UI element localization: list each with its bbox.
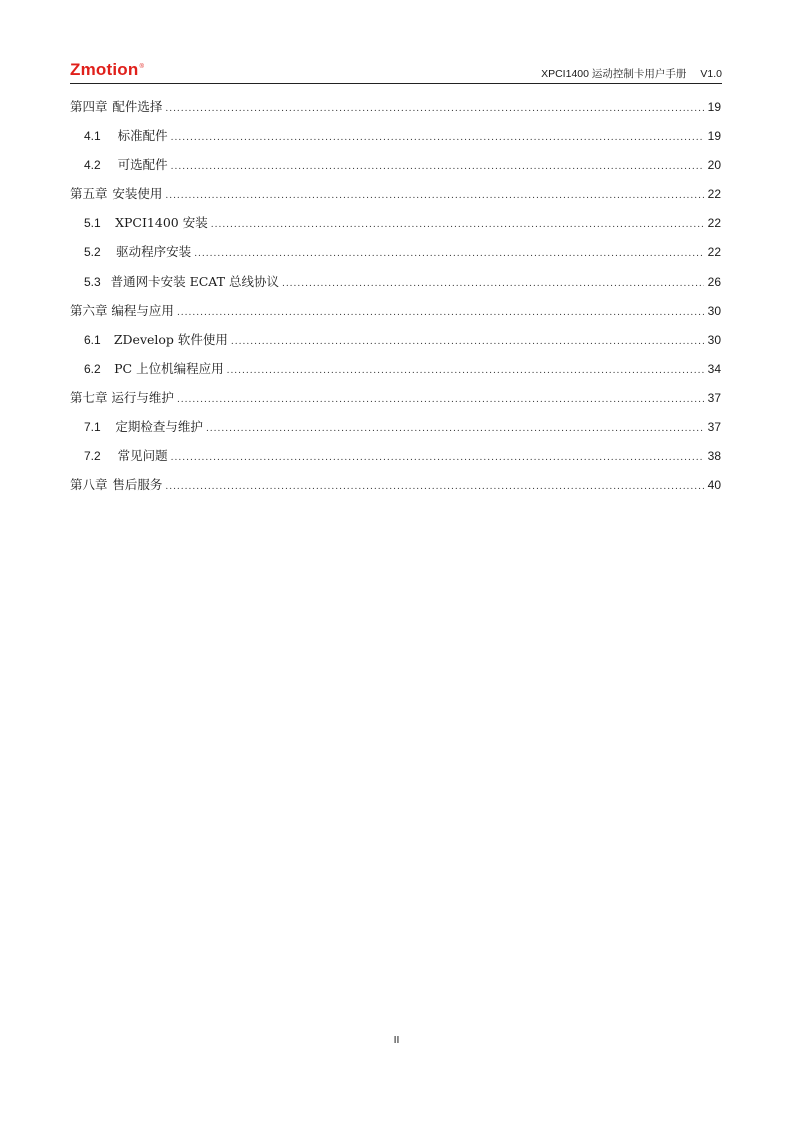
document-title	[541, 66, 722, 81]
toc-section-5-3[interactable]	[70, 272, 721, 301]
toc-number: 第七章	[70, 389, 108, 405]
toc-chapter-7[interactable]	[70, 388, 721, 417]
toc-title: 运行与维护	[111, 389, 174, 405]
toc-title: 售后服务	[112, 477, 163, 493]
toc-page-number: 30	[707, 332, 721, 347]
table-of-contents	[70, 97, 721, 504]
toc-number: 6.1	[84, 332, 101, 347]
toc-chapter-5[interactable]	[70, 184, 721, 213]
toc-page-number: 22	[707, 216, 721, 231]
toc-leader-dots	[165, 104, 704, 114]
toc-number: 7.1	[84, 420, 101, 435]
toc-page-number: 19	[707, 129, 721, 144]
toc-number: 5.3	[84, 274, 101, 289]
toc-title: 编程与应用	[111, 302, 174, 318]
toc-leader-dots	[165, 482, 704, 492]
toc-title: 常见问题	[117, 448, 168, 464]
toc-section-7-2[interactable]	[70, 446, 721, 475]
toc-leader-dots	[171, 453, 704, 463]
toc-title: 普通网卡安装 ECAT 总线协议	[110, 273, 279, 289]
toc-leader-dots	[194, 249, 704, 259]
toc-page-number: 19	[707, 100, 721, 114]
toc-leader-dots	[227, 366, 704, 376]
toc-page-number: 22	[707, 187, 721, 202]
toc-title: 定期检查与维护	[115, 419, 203, 435]
toc-page-number: 22	[707, 245, 721, 260]
toc-leader-dots	[177, 395, 704, 405]
toc-chapter-6[interactable]	[70, 301, 721, 330]
toc-section-4-2[interactable]	[70, 155, 721, 184]
toc-leader-dots	[282, 279, 704, 289]
toc-page-number: 40	[707, 478, 721, 493]
toc-number: 5.2	[84, 245, 101, 260]
toc-number: 5.1	[84, 216, 101, 231]
toc-section-4-1[interactable]	[70, 126, 721, 155]
toc-leader-dots	[177, 308, 704, 318]
toc-number: 4.1	[84, 129, 101, 144]
toc-section-6-1[interactable]	[70, 330, 721, 359]
toc-leader-dots	[231, 337, 704, 347]
toc-page-number: 37	[707, 420, 721, 435]
toc-title: 可选配件	[117, 157, 168, 173]
toc-number: 第五章	[70, 186, 108, 202]
toc-title: 安装使用	[112, 186, 163, 202]
toc-title: ZDevelop 软件使用	[113, 331, 228, 347]
zmotion-logo	[70, 60, 144, 80]
version-label: V1.0	[700, 68, 722, 80]
toc-section-5-1[interactable]	[70, 213, 721, 242]
toc-section-5-2[interactable]	[70, 242, 721, 271]
toc-leader-dots	[165, 191, 704, 201]
toc-number: 第八章	[70, 477, 108, 493]
toc-section-7-1[interactable]	[70, 417, 721, 446]
toc-page-number: 26	[707, 274, 721, 289]
toc-page-number: 37	[707, 390, 721, 405]
toc-number: 第六章	[70, 302, 108, 318]
toc-leader-dots	[171, 133, 704, 143]
footer-page-number: II	[393, 1034, 400, 1046]
toc-number: 6.2	[84, 361, 101, 376]
logo-text: Zmotion	[70, 60, 139, 79]
toc-title: 驱动程序安装	[116, 244, 192, 260]
toc-title: 配件选择	[112, 99, 163, 114]
toc-title: 标准配件	[117, 128, 168, 144]
toc-leader-dots	[211, 220, 704, 230]
toc-leader-dots	[206, 424, 704, 434]
toc-page-number: 34	[707, 361, 721, 376]
toc-chapter-8[interactable]	[70, 475, 721, 504]
toc-page-number: 20	[707, 158, 721, 173]
toc-page-number: 30	[707, 303, 721, 318]
toc-chapter-4[interactable]	[70, 97, 721, 126]
toc-section-6-2[interactable]	[70, 359, 721, 388]
toc-title: XPCI1400 安装	[115, 215, 208, 231]
toc-leader-dots	[171, 162, 704, 172]
toc-number: 4.2	[84, 158, 101, 173]
toc-number: 第四章	[70, 99, 108, 114]
manual-title: XPCI1400 运动控制卡用户手册	[541, 68, 687, 80]
registered-mark: ®	[139, 64, 145, 70]
page-header	[70, 58, 722, 84]
toc-page-number: 38	[707, 449, 721, 464]
toc-number: 7.2	[84, 449, 101, 464]
toc-title: PC 上位机编程应用	[114, 360, 224, 376]
page-footer	[0, 1034, 793, 1046]
